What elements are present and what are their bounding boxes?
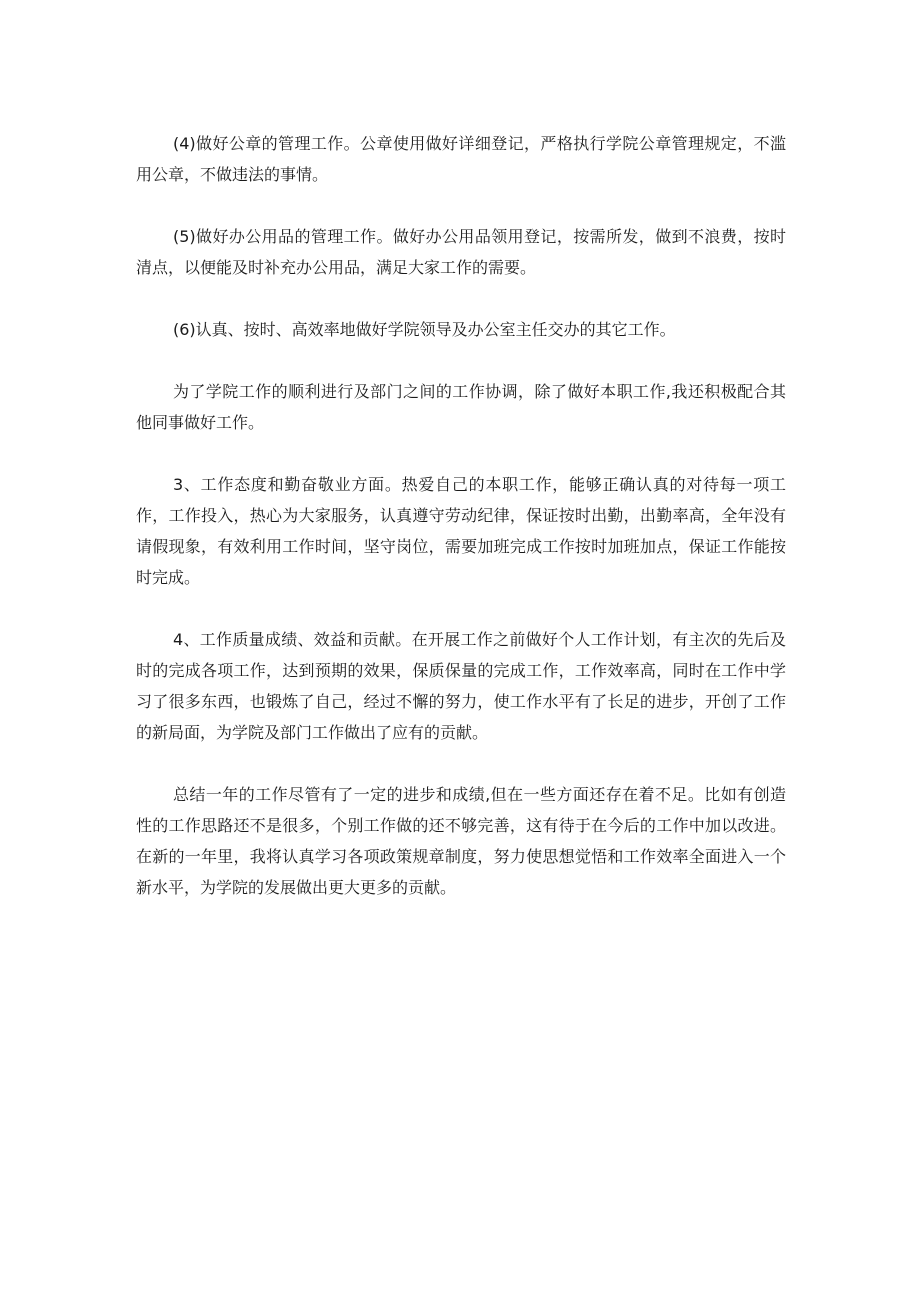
paragraph-section-3-attitude: 3、工作态度和勤奋敬业方面。热爱自己的本职工作，能够正确认真的对待每一项工作，工作投入，热心为大家服务，认真遵守劳动纪律，保证按时出勤，出勤率高，全年没有请假现象，有效利用工作时间，坚守岗位，需要加班完成工作按时加班加点，保证工作能按时完成。 [136, 475, 786, 587]
paragraph-item-5: (5)做好办公用品的管理工作。做好办公用品领用登记，按需所发，做到不浪费，按时清点，以便能及时补充办公用品，满足大家工作的需要。 [136, 227, 786, 277]
paragraph-summary: 总结一年的工作尽管有了一定的进步和成绩,但在一些方面还存在着不足。比如有创造性的工作思路还不是很多，个别工作做的还不够完善，这有待于在今后的工作中加以改进。在新的一年里，我将认真学习各项政策规章制度，努力使思想觉悟和工作效率全面进入一个新水平，为学院的发展做出更大更多的贡献。 [136, 785, 786, 897]
document-body [136, 128, 786, 934]
paragraph-cooperation: 为了学院工作的顺利进行及部门之间的工作协调，除了做好本职工作,我还积极配合其他同事做好工作。 [136, 382, 786, 432]
paragraph-item-6: (6)认真、按时、高效率地做好学院领导及办公室主任交办的其它工作。 [173, 320, 676, 339]
paragraph-item-4: (4)做好公章的管理工作。公章使用做好详细登记，严格执行学院公章管理规定，不滥用公章，不做违法的事情。 [136, 134, 786, 184]
paragraph-section-4-quality: 4、工作质量成绩、效益和贡献。在开展工作之前做好个人工作计划，有主次的先后及时的完成各项工作，达到预期的效果，保质保量的完成工作，工作效率高，同时在工作中学习了很多东西，也锻炼了自己，经过不懈的努力，使工作水平有了长足的进步，开创了工作的新局面，为学院及部门工作做出了应有的贡献。 [136, 630, 786, 742]
